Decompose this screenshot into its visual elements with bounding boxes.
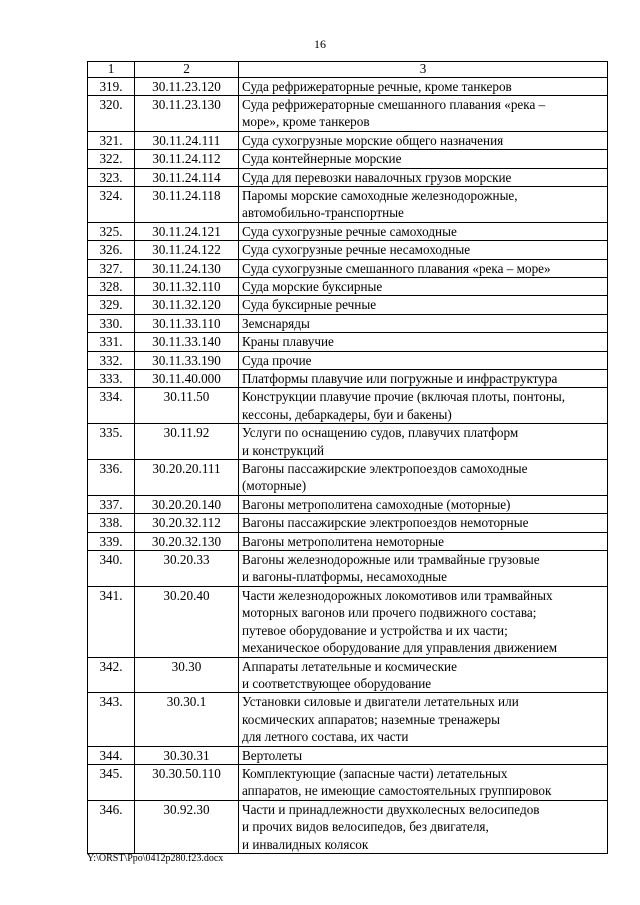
product-name xyxy=(239,150,608,168)
product-name xyxy=(239,586,608,657)
product-code: 30.30 xyxy=(135,657,239,693)
product-name-line: и прочих видов велосипедов, без двигателя, xyxy=(242,819,489,835)
row-number: 329. xyxy=(88,296,135,314)
product-code: 30.30.31 xyxy=(135,746,239,764)
product-code: 30.11.92 xyxy=(135,424,239,460)
product-name xyxy=(239,131,608,149)
product-code: 30.20.33 xyxy=(135,551,239,587)
table-row xyxy=(88,333,608,351)
product-name xyxy=(239,168,608,186)
table-row xyxy=(88,532,608,550)
product-name xyxy=(239,514,608,532)
product-name-line: и конструкций xyxy=(242,442,325,458)
column-header-name: 3 xyxy=(239,62,608,78)
product-name-line: Краны плавучие xyxy=(242,334,334,350)
product-name xyxy=(239,746,608,764)
product-name xyxy=(239,693,608,746)
product-code: 30.11.40.000 xyxy=(135,370,239,388)
product-name-line: Услуги по оснащению судов, плавучих платформ xyxy=(242,425,519,441)
product-code: 30.11.24.118 xyxy=(135,186,239,222)
row-number: 341. xyxy=(88,586,135,657)
table-row xyxy=(88,168,608,186)
product-name xyxy=(239,95,608,131)
product-name-line: Комплектующие (запасные части) летательных xyxy=(242,765,508,781)
row-number: 327. xyxy=(88,259,135,277)
table-row xyxy=(88,746,608,764)
row-number: 333. xyxy=(88,370,135,388)
product-name-line: и инвалидных колясок xyxy=(242,836,369,852)
product-name-line: Суда морские буксирные xyxy=(242,278,383,294)
row-number: 346. xyxy=(88,800,135,853)
row-number: 326. xyxy=(88,241,135,259)
table-row xyxy=(88,351,608,369)
product-name-line: Суда сухогрузные морские общего назначения xyxy=(242,132,504,148)
table-row xyxy=(88,150,608,168)
product-code: 30.20.32.130 xyxy=(135,532,239,550)
product-name-line: Суда прочие xyxy=(242,352,312,368)
product-code: 30.11.24.114 xyxy=(135,168,239,186)
row-number: 338. xyxy=(88,514,135,532)
table-row xyxy=(88,77,608,95)
product-name xyxy=(239,333,608,351)
column-header-code: 2 xyxy=(135,62,239,78)
product-name-line: космических аппаратов; наземные тренажеры xyxy=(242,711,500,727)
row-number: 343. xyxy=(88,693,135,746)
row-number: 340. xyxy=(88,551,135,587)
row-number: 331. xyxy=(88,333,135,351)
product-name-line: Вагоны метрополитена немоторные xyxy=(242,533,445,549)
product-code: 30.11.32.120 xyxy=(135,296,239,314)
product-code: 30.11.24.130 xyxy=(135,259,239,277)
product-name-line: Вагоны железнодорожные или трамвайные грузовые xyxy=(242,552,540,568)
product-code: 30.11.24.121 xyxy=(135,222,239,240)
product-name xyxy=(239,532,608,550)
product-name-line: Суда сухогрузные речные самоходные xyxy=(242,223,457,239)
column-header-number: 1 xyxy=(88,62,135,78)
product-name-line: Вертолеты xyxy=(242,747,303,763)
product-name xyxy=(239,241,608,259)
product-name xyxy=(239,222,608,240)
product-code: 30.11.33.140 xyxy=(135,333,239,351)
product-name-line: Суда рефрижераторные смешанного плавания «река – xyxy=(242,96,546,112)
table-row xyxy=(88,370,608,388)
product-name-line: Установки силовые и двигатели летательных или xyxy=(242,694,519,710)
product-name-line: моторных вагонов или прочего подвижного состава; xyxy=(242,605,537,621)
table-row xyxy=(88,764,608,800)
product-name-line: Суда рефрижераторные речные, кроме танкеров xyxy=(242,78,512,94)
product-code: 30.11.32.110 xyxy=(135,277,239,295)
product-name xyxy=(239,460,608,496)
product-name xyxy=(239,277,608,295)
product-code: 30.20.20.140 xyxy=(135,495,239,513)
row-number: 328. xyxy=(88,277,135,295)
table-row xyxy=(88,495,608,513)
product-name-line: и вагоны-платформы, несамоходные xyxy=(242,569,447,585)
product-code: 30.11.23.130 xyxy=(135,95,239,131)
product-name-line: Вагоны пассажирские электропоездов немоторные xyxy=(242,515,529,531)
product-name-line: кессоны, дебаркадеры, буи и бакены) xyxy=(242,406,452,422)
product-name-line: (моторные) xyxy=(242,478,307,494)
row-number: 323. xyxy=(88,168,135,186)
product-name xyxy=(239,370,608,388)
product-name-line: путевое оборудование и устройства и их части; xyxy=(242,622,508,638)
product-code: 30.20.32.112 xyxy=(135,514,239,532)
row-number: 339. xyxy=(88,532,135,550)
table-row xyxy=(88,95,608,131)
product-name xyxy=(239,314,608,332)
product-name-line: и соответствующее оборудование xyxy=(242,675,432,691)
product-name-line: Паромы морские самоходные железнодорожные, xyxy=(242,187,518,203)
table-row xyxy=(88,186,608,222)
product-name xyxy=(239,186,608,222)
table-row xyxy=(88,693,608,746)
product-code: 30.11.50 xyxy=(135,388,239,424)
product-code: 30.11.23.120 xyxy=(135,77,239,95)
row-number: 320. xyxy=(88,95,135,131)
table-row xyxy=(88,460,608,496)
product-code: 30.11.33.110 xyxy=(135,314,239,332)
product-code: 30.92.30 xyxy=(135,800,239,853)
table-row xyxy=(88,131,608,149)
table-row xyxy=(88,800,608,853)
row-number: 337. xyxy=(88,495,135,513)
product-code: 30.11.24.112 xyxy=(135,150,239,168)
product-name xyxy=(239,259,608,277)
row-number: 345. xyxy=(88,764,135,800)
table-row xyxy=(88,241,608,259)
product-name xyxy=(239,351,608,369)
product-name-line: автомобильно-транспортные xyxy=(242,205,404,221)
product-name xyxy=(239,495,608,513)
table-row xyxy=(88,296,608,314)
table-row xyxy=(88,259,608,277)
product-name-line: Вагоны пассажирские электропоездов самоходные xyxy=(242,461,528,477)
product-name-line: Земснаряды xyxy=(242,315,310,331)
product-name xyxy=(239,388,608,424)
product-code: 30.11.33.190 xyxy=(135,351,239,369)
product-name-line: Вагоны метрополитена самоходные (моторные) xyxy=(242,496,511,512)
product-name xyxy=(239,296,608,314)
row-number: 325. xyxy=(88,222,135,240)
product-name-line: Суда для перевозки навалочных грузов морские xyxy=(242,169,512,185)
product-name-line: Части и принадлежности двухколесных велосипедов xyxy=(242,801,540,817)
table-row xyxy=(88,277,608,295)
row-number: 322. xyxy=(88,150,135,168)
row-number: 335. xyxy=(88,424,135,460)
product-name-line: механическое оборудование для управления движением xyxy=(242,640,558,656)
product-name xyxy=(239,764,608,800)
product-name-line: аппаратов, не имеющие самостоятельных группировок xyxy=(242,783,552,799)
product-name-line: Суда контейнерные морские xyxy=(242,151,402,167)
product-name-line: для летного состава, их части xyxy=(242,729,409,745)
page-number: 16 xyxy=(314,37,326,51)
row-number: 319. xyxy=(88,77,135,95)
product-name xyxy=(239,77,608,95)
product-name-line: Аппараты летательные и космические xyxy=(242,658,457,674)
row-number: 334. xyxy=(88,388,135,424)
row-number: 330. xyxy=(88,314,135,332)
classification-table xyxy=(87,61,608,854)
product-name xyxy=(239,657,608,693)
product-name-line: Платформы плавучие или погружные и инфраструктура xyxy=(242,371,558,386)
product-name-line: Суда сухогрузные смешанного плавания «река – море» xyxy=(242,260,551,276)
product-code: 30.30.1 xyxy=(135,693,239,746)
product-name xyxy=(239,551,608,587)
row-number: 321. xyxy=(88,131,135,149)
table-row xyxy=(88,314,608,332)
product-name xyxy=(239,424,608,460)
row-number: 344. xyxy=(88,746,135,764)
table-header-row xyxy=(88,62,608,78)
table-row xyxy=(88,514,608,532)
product-name-line: Конструкции плавучие прочие (включая плоты, понтоны, xyxy=(242,389,566,405)
product-code: 30.11.24.111 xyxy=(135,131,239,149)
table-row xyxy=(88,424,608,460)
product-name-line: Суда сухогрузные речные несамоходные xyxy=(242,242,471,258)
table-row xyxy=(88,657,608,693)
row-number: 324. xyxy=(88,186,135,222)
table-row xyxy=(88,551,608,587)
product-name-line: Части железнодорожных локомотивов или трамвайных xyxy=(242,587,553,603)
table-row xyxy=(88,388,608,424)
product-code: 30.30.50.110 xyxy=(135,764,239,800)
file-path-footer: Y:\ORST\Ppo\0412p280.f23.docx xyxy=(87,853,224,864)
row-number: 342. xyxy=(88,657,135,693)
product-code: 30.20.40 xyxy=(135,586,239,657)
product-code: 30.11.24.122 xyxy=(135,241,239,259)
product-name-line: Суда буксирные речные xyxy=(242,297,377,313)
table-row xyxy=(88,222,608,240)
row-number: 336. xyxy=(88,460,135,496)
product-name xyxy=(239,800,608,853)
product-code: 30.20.20.111 xyxy=(135,460,239,496)
product-name-line: море», кроме танкеров xyxy=(242,114,370,130)
row-number: 332. xyxy=(88,351,135,369)
table-row xyxy=(88,586,608,657)
